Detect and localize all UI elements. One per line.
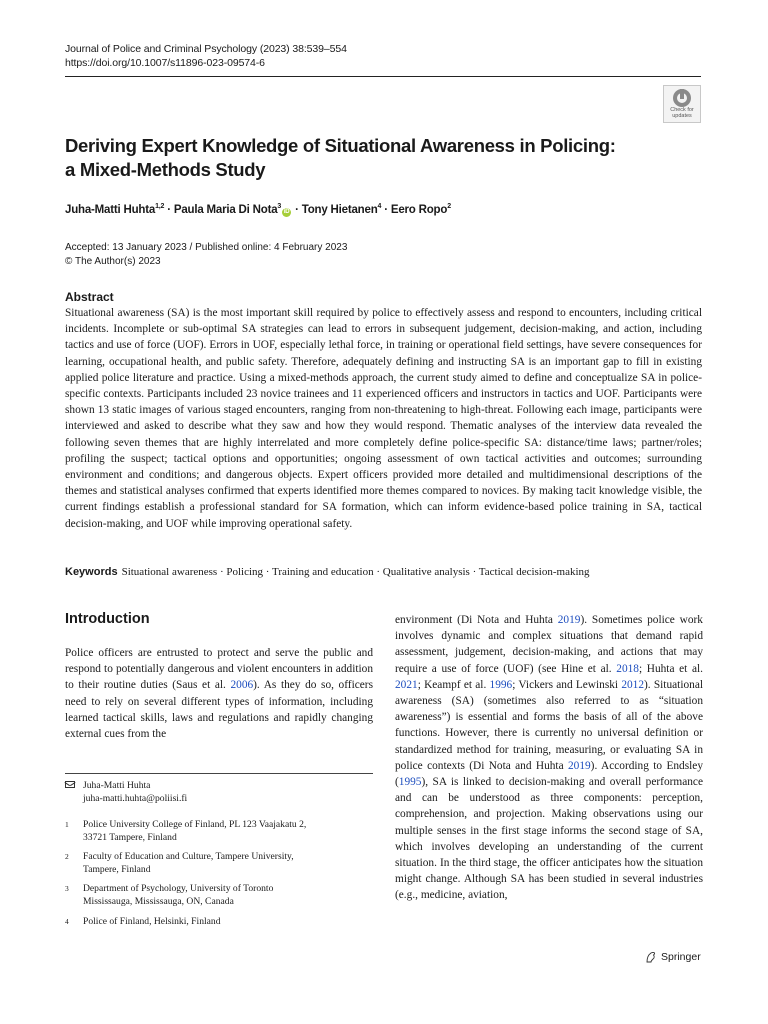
article-title — [65, 134, 665, 182]
author-name[interactable]: Eero Ropo — [390, 204, 448, 216]
orcid-icon[interactable]: iD — [283, 209, 290, 215]
citation-link[interactable]: 2018 — [616, 662, 639, 675]
title-line-2: a Mixed-Methods Study — [65, 159, 266, 180]
affiliation-line: Tampere, Finland — [83, 864, 151, 875]
accepted-date: Accepted: 13 January 2023 / Published online: 4 February 2023 — [65, 242, 348, 253]
envelope-icon — [65, 781, 75, 788]
intro-left-column — [65, 645, 373, 742]
check-for-updates-badge[interactable] — [663, 85, 701, 123]
citation-link[interactable]: 1996 — [489, 678, 513, 691]
springer-horse-icon — [645, 951, 657, 963]
intro-text: ). According to Endsley ( — [395, 759, 703, 789]
citation-link[interactable]: 2019 — [567, 759, 591, 772]
intro-text: ). Sometimes police work involves dynamic and complex situations that demand rapid assessment, judgement, decision-making, and actions that may require a use of force (UOF) (see Hine et al. — [395, 614, 703, 675]
copyright: © The Author(s) 2023 — [65, 256, 161, 267]
keywords-label: Keywords — [65, 566, 118, 578]
affiliation-number: 1 — [65, 820, 69, 829]
affiliation — [65, 915, 373, 928]
refresh-icon — [673, 89, 691, 107]
affiliation-number: 3 — [65, 884, 69, 893]
author-name[interactable]: Paula Maria Di Nota — [173, 204, 278, 216]
badge-line-1: Check for — [670, 107, 694, 113]
affiliation-line: 33721 Tampere, Finland — [83, 832, 177, 843]
author-affil: 1,2 — [155, 203, 165, 210]
journal-citation: Journal of Police and Criminal Psychology (2023) 38:539–554 — [65, 43, 347, 55]
author-list — [65, 203, 451, 217]
publication-dates — [65, 241, 347, 269]
citation-link[interactable]: 2012 — [621, 678, 644, 691]
author-separator: · — [164, 204, 174, 216]
affiliation — [65, 850, 373, 876]
publisher-logo — [645, 951, 701, 963]
intro-text: ; Vickers and Lewinski — [512, 678, 622, 691]
affiliation-line: Department of Psychology, University of Toronto — [83, 883, 274, 894]
citation-link[interactable]: 2021 — [395, 678, 418, 691]
badge-line-2: updates — [672, 113, 692, 119]
affiliation-number: 2 — [65, 852, 69, 861]
author-affil: 2 — [447, 203, 451, 210]
intro-text: ; Huhta et al. — [638, 662, 703, 675]
doi-link[interactable]: https://doi.org/10.1007/s11896-023-09574-6 — [65, 57, 265, 69]
intro-text: ). As they do so, officers need to rely on several different types of information, including learned tactical skills, laws and regulations and rapidly changing external cues from the — [65, 679, 373, 741]
author-affil: 3 — [277, 203, 282, 210]
affiliation-line: Police of Finland, Helsinki, Finland — [83, 916, 221, 927]
publisher-name: Springer — [661, 951, 701, 963]
header-rule — [65, 76, 701, 77]
footnote-rule — [65, 773, 373, 774]
author-separator: · — [292, 204, 302, 216]
intro-text: environment (Di Nota and Huhta — [395, 614, 558, 626]
affiliation-number: 4 — [65, 917, 69, 926]
affiliation — [65, 818, 373, 844]
keywords — [65, 566, 590, 578]
title-line-1: Deriving Expert Knowledge of Situational Awareness in Policing: — [65, 135, 616, 156]
author-affil: 4 — [377, 203, 382, 210]
citation-link[interactable]: 1995 — [398, 776, 422, 789]
citation-link[interactable]: 2006 — [230, 679, 254, 692]
affiliation-line: Police University College of Finland, PL 123 Vaajakatu 2, — [83, 819, 307, 830]
introduction-heading: Introduction — [65, 611, 150, 627]
author-name[interactable]: Tony Hietanen — [301, 204, 378, 216]
corresponding-email[interactable]: juha-matti.huhta@poliisi.fi — [83, 793, 188, 804]
affiliation-line: Faculty of Education and Culture, Tampere University, — [83, 851, 294, 862]
author-separator: · — [381, 204, 391, 216]
affiliation — [65, 882, 373, 908]
citation-link[interactable]: 2019 — [557, 614, 581, 626]
abstract-text: Situational awareness (SA) is the most important skill required by police to effectively assess and respond to encounters, including critical incidents. Incomplete or sub-optimal SA strategies can lead to errors in subsequent judgement, decision-making, and action, including tactics and use of force (UOF). Errors in UOF, especially lethal force, in training or operational field settings, have severe consequences for learning, occupational health, and public safety. Therefore, adequately defining and instructing SA is an important gap to fill in existing applied police literature and practice. Using a mixed-methods approach, the current study aimed to define and conceptualize SA in police-specific contexts. Participants included 23 novice trainees and 11 experienced officers and instructors in tactics and UOF. Participants were shown 13 static images of various staged encounters, ranging from non-threatening to high-threat. Following each image, participants were interviewed and asked to describe what they saw and how they would respond. Thematic analyses of the interview data revealed the following seven themes that are highly interrelated and more completely define police-specific SA: distance/time laws; partner/roles; profiling the suspect; tactical options and opportunities; ongoing assessment of own tactical activities and outcomes; surrounding environment and conditions; and dangerous objects. Expert officers provided more detailed and multidimensional descriptions of the themes and statistical analyses confirmed that experts identified more themes compared to novices. By making tacit knowledge visible, the current findings establish a professional standard for SA formation, which can inform evidence-based police training in SA, tactical decision-making, and UOF while improving operational safety. — [65, 307, 702, 530]
keywords-text: Situational awareness · Policing · Training and education · Qualitative analysis · Tactical decision-making — [121, 566, 590, 578]
intro-text: ). Situational awareness (SA) (sometimes also referred to as “situation awareness”) is essential and forms the basis of all of the above functions. However, there is currently no universal definition or standardized method for training, measuring, or evaluating SA in police contexts (Di Nota and Huhta — [395, 678, 704, 772]
corresponding-author — [65, 779, 373, 805]
intro-text: ; Keampf et al. — [417, 678, 490, 691]
intro-text: Police officers are entrusted to protect and serve the public and respond to potentially dangerous and violent encounters in addition to their routine duties (Saus et al. — [65, 647, 373, 692]
intro-text: ), SA is linked to decision-making and overall performance and can be understood as three components: perception, comprehension, and projection. Making observations using our multiple senses in the first stage informs the second stage of SA, which involves developing an understanding of the current situation. In the third stage, the officer anticipates how the situation might change. Although SA has been studied in several industries (e.g., medicine, aviation, — [395, 776, 703, 902]
corresponding-name: Juha-Matti Huhta — [83, 780, 151, 791]
intro-right-column — [395, 612, 703, 904]
abstract-heading: Abstract — [65, 290, 114, 304]
author-name[interactable]: Juha-Matti Huhta — [65, 204, 156, 216]
affiliation-line: Mississauga, Mississauga, ON, Canada — [83, 896, 234, 907]
